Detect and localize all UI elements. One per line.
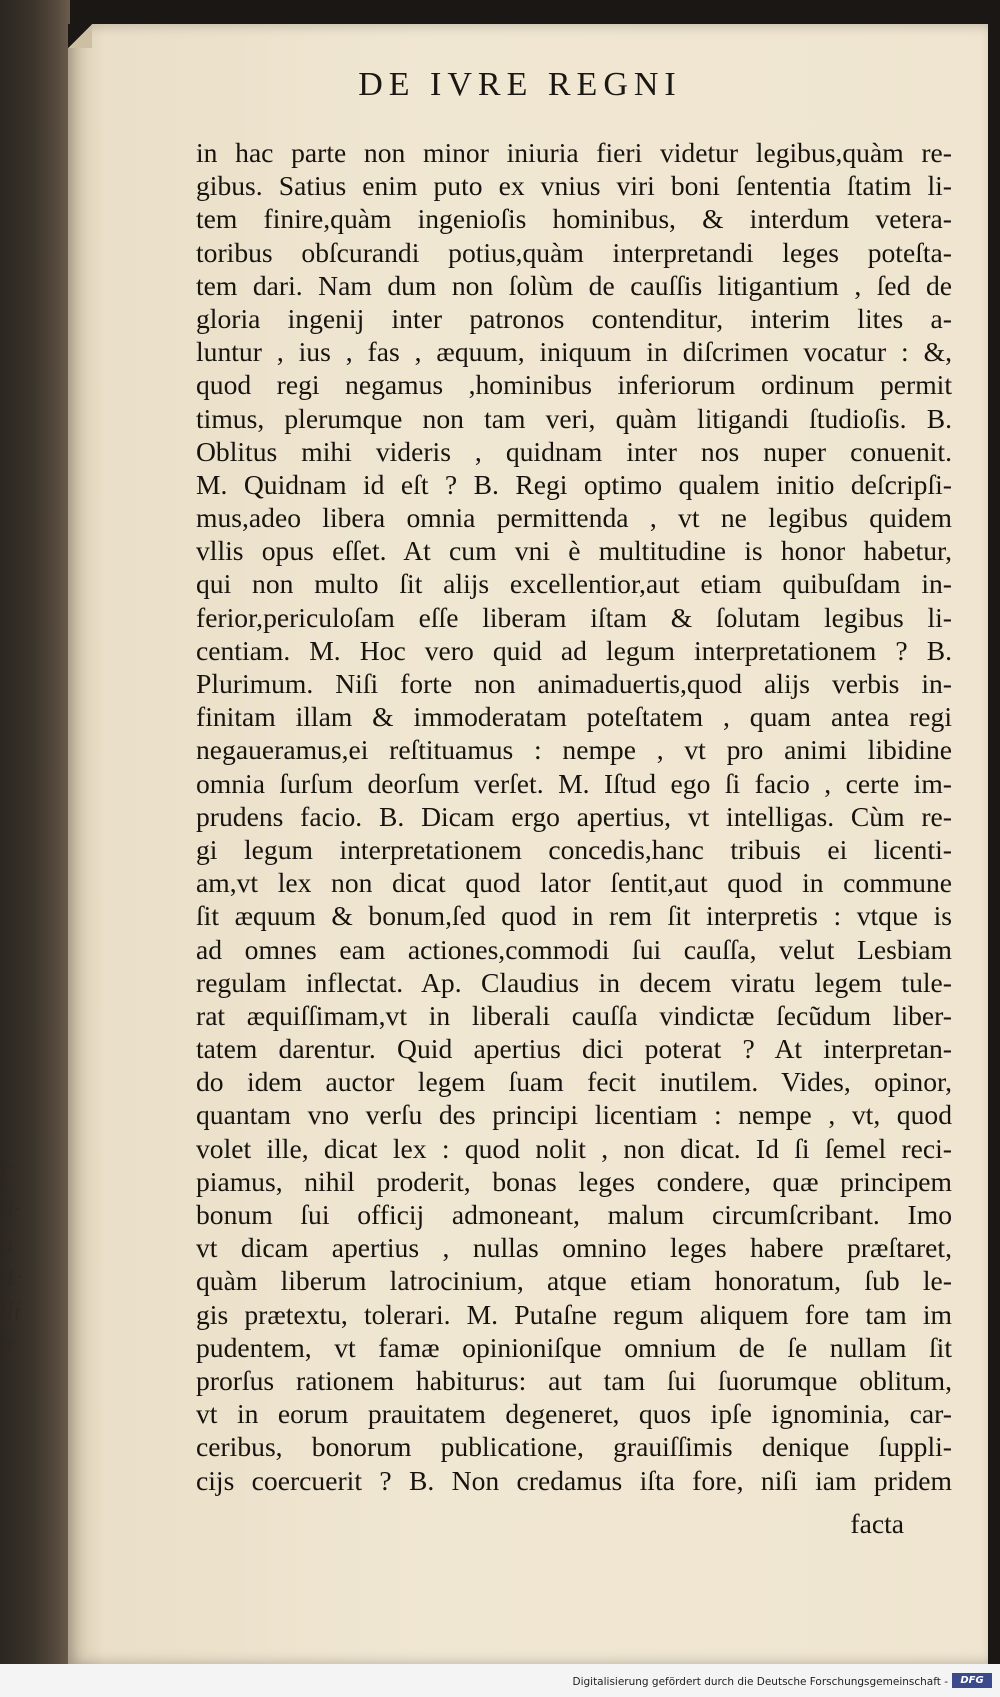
text-line: qui non multo ſit alijs excellentior,aut etiam quibuſdam in- <box>196 568 952 600</box>
body-text <box>196 136 952 1497</box>
text-line: regulam inflectat. Ap. Claudius in decem viratu legem tule- <box>196 966 952 998</box>
text-line: cijs coercuerit ? B. Non credamus iſta fore, niſi iam pridem <box>196 1464 952 1496</box>
text-line: rat æquiſſimam,vt in liberali cauſſa vindictæ ſecũdum liber- <box>196 999 952 1031</box>
text-line: tatem darentur. Quid apertius dici poterat ? At interpretan- <box>196 1033 952 1065</box>
text-line: quantam vno verſu des principi licentiam : nempe , vt, quod <box>196 1099 952 1131</box>
text-line: do idem auctor legem ſuam fecit inutilem. Vides, opinor, <box>196 1066 952 1098</box>
catchword: facta <box>850 1508 904 1539</box>
text-line: bonum ſui officij admoneant, malum circumſcribant. Imo <box>196 1199 952 1230</box>
text-line: volet ille, dicat lex : quod nolit , non dicat. Id ſi ſemel reci- <box>196 1132 952 1164</box>
text-line: M. Quidnam id eſt ? B. Regi optimo qualem initio deſcripſi- <box>196 468 952 500</box>
text-line: gloria ingenij inter patronos contenditur, interim lites a- <box>196 302 952 334</box>
text-line: centiam. M. Hoc vero quid ad legum interpretationem ? B. <box>196 634 952 666</box>
text-line: piamus, nihil proderit, bonas leges condere, quæ principem <box>196 1165 952 1197</box>
text-line: tem dari. Nam dum non ſolùm de cauſſis litigantium , ſed de <box>196 269 952 301</box>
text-line: Plurimum. Niſi forte non animaduertis,quod alijs verbis in- <box>196 668 952 699</box>
text-line: toribus obſcurandi potius,quàm interpretandi leges poteſta- <box>196 236 952 268</box>
text-line: vllis opus eſſet. At cum vni è multitudine is honor habetur, <box>196 535 952 567</box>
text-line: vt dicam apertius , nullas omnino leges habere præſtaret, <box>196 1232 952 1264</box>
text-line: gibus. Satius enim puto ex vnius viri boni ſententia ſtatim li- <box>196 170 952 202</box>
text-line: quod regi negamus ,hominibus inferiorum ordinum permit <box>196 369 952 401</box>
text-line: ad omnes eam actiones,commodi ſui cauſſa, velut Lesbiam <box>196 933 952 965</box>
running-head: DE IVRE REGNI <box>358 66 682 103</box>
text-line: vt in eorum prauitatem degeneret, quos ipſe ignominia, car- <box>196 1398 952 1430</box>
text-line: luntur , ius , fas , æquum, iniquum in diſcrimen vocatur : &, <box>196 336 952 368</box>
text-line: am,vt lex non dicat quod lator ſentit,aut quod in commune <box>196 867 952 899</box>
text-line: gi legum interpretationem concedis,hanc tribuis ei licenti- <box>196 833 952 865</box>
text-line: pudentem, vt famæ opinioniſque omnium de ſe nullam ſit <box>196 1331 952 1363</box>
text-line: ſit æquum & bonum,ſed quod in rem ſit interpretis : vtque is <box>196 900 952 932</box>
text-line: prorſus rationem habiturus: aut tam ſui ſuorumque oblitum, <box>196 1364 952 1396</box>
text-line: gis prætextu, tolerari. M. Putaſne regum aliquem fore tam im <box>196 1298 952 1330</box>
text-line: tem finire,quàm ingenioſis hominibus, & interdum vetera- <box>196 203 952 235</box>
text-line: Oblitus mihi videris , quidnam inter nos nuper conuenit. <box>196 435 952 467</box>
digitization-credit: Digitalisierung gefördert durch die Deutsche Forschungsgemeinschaft - <box>572 1676 948 1688</box>
text-line: ceribus, bonorum publicatione, grauiſſimis denique ſuppli- <box>196 1431 952 1463</box>
text-line: ferior,periculoſam eſſe liberam iſtam & ſolutam legibus li- <box>196 601 952 633</box>
text-line: quàm liberum latrocinium, atque etiam honoratum, ſub le- <box>196 1265 952 1297</box>
text-line: negaueramus,ei reſtituamus : nempe , vt pro animi libidine <box>196 734 952 766</box>
text-line: timus, plerumque non tam veri, quàm litigandi ſtudioſis. B. <box>196 402 952 434</box>
text-line: prudens facio. B. Dicam ergo apertius, vt intelligas. Cùm re- <box>196 800 952 832</box>
text-line: mus,adeo libera omnia permittenda , vt ne legibus quidem <box>196 502 952 534</box>
dfg-logo: DFG <box>952 1673 992 1688</box>
page-corner-fold <box>68 24 92 48</box>
text-line: finitam illam & immoderatam poteſtatem , quam antea regi <box>196 701 952 733</box>
handwritten-margin-note: ſ ·i· a ·t· lli e <box>0 1164 23 1359</box>
text-line: in hac parte non minor iniuria fieri videtur legibus,quàm re- <box>196 137 952 168</box>
text-line: omnia ſurſum deorſum verſet. M. Iſtud ego ſi facio , certe im- <box>196 767 952 799</box>
